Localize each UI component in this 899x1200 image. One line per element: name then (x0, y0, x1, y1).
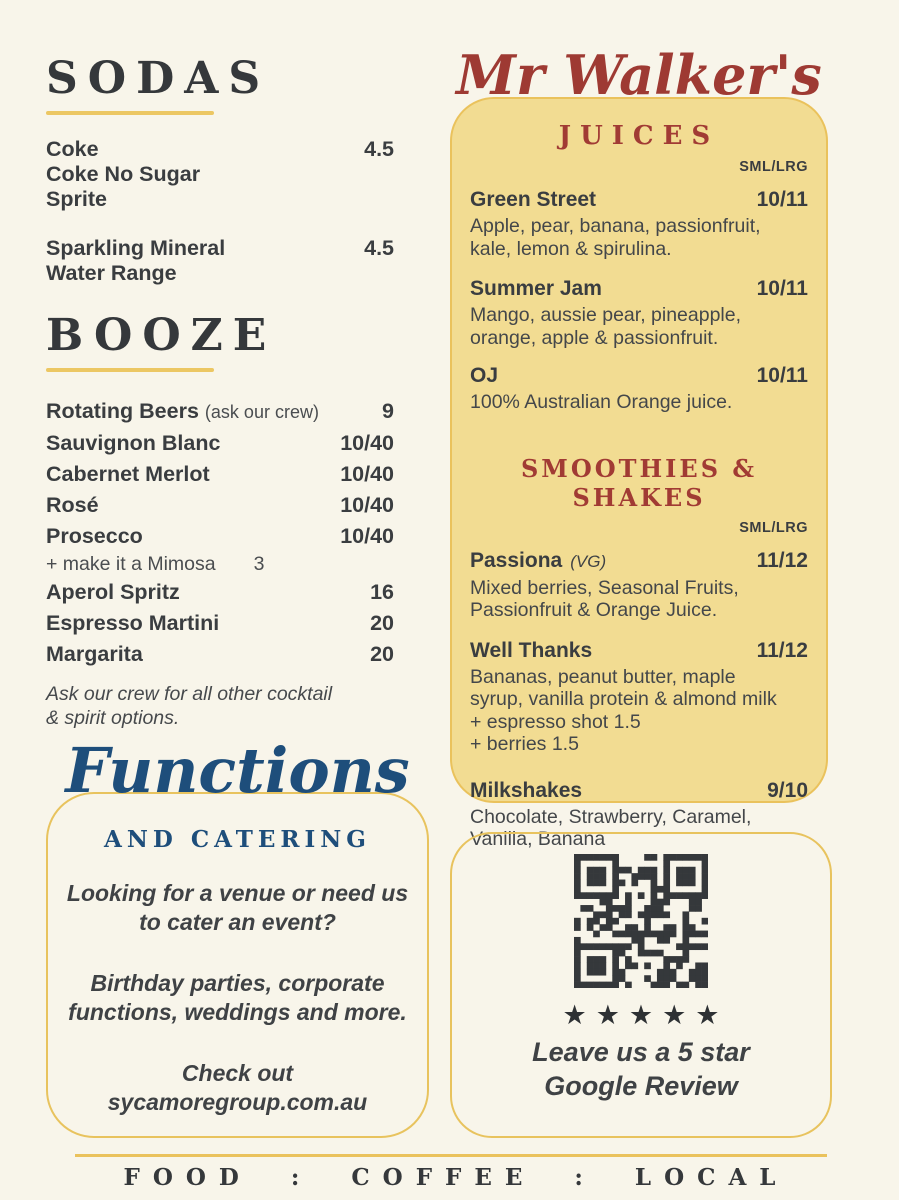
qr-code (574, 854, 708, 988)
item-price: 10/11 (756, 364, 808, 387)
caption-line: Google Review (544, 1071, 738, 1101)
vegan-tag: (VG) (570, 551, 607, 571)
item-description: 100% Australian Orange juice. (470, 391, 733, 413)
menu-item-margarita (46, 639, 394, 670)
item-price: 10/40 (340, 524, 394, 549)
menu-item-oj (470, 363, 808, 389)
item-price: 11/12 (756, 548, 808, 572)
item-price: 9 (382, 399, 394, 424)
menu-item-prosecco (46, 521, 394, 552)
item-name: Well Thanks (470, 638, 593, 662)
para-line: functions, weddings and more. (68, 999, 407, 1025)
juices-panel (450, 43, 828, 850)
item-price: 16 (370, 580, 394, 605)
item-line: Sparkling Mineral (46, 236, 226, 261)
item-description: Apple, pear, banana, passionfruit, kale, lemon & spirulina. (470, 215, 761, 260)
review-caption (452, 1035, 830, 1103)
functions-paragraph (48, 969, 427, 1027)
item-name: Sauvignon Blanc (46, 431, 221, 456)
item-name: Summer Jam (470, 277, 602, 300)
item-line: Water Range (46, 261, 177, 286)
addon-price: 3 (253, 553, 265, 576)
item-description: Mixed berries, Seasonal Fruits, Passionfruit & Orange Juice. (470, 576, 739, 621)
item-price: 11/12 (756, 638, 808, 662)
sodas-section (46, 55, 394, 286)
item-name: Passiona (470, 548, 563, 572)
sodas-underline (46, 111, 214, 115)
menu-item-cabernet-merlot (46, 459, 394, 490)
item-price: 10/11 (756, 188, 808, 211)
item-name: Espresso Martini (46, 611, 220, 636)
menu-item-green-street (470, 187, 808, 213)
star-rating-icon: ★★★★★ (562, 1000, 729, 1030)
footer-tagline: FOOD : COFFEE : LOCAL (123, 1164, 789, 1191)
size-header: SML/LRG (739, 519, 808, 536)
menu-item-rose (46, 490, 394, 521)
item-line: Coke No Sugar (46, 162, 201, 187)
addon-label: + make it a Mimosa (46, 553, 216, 576)
footnote-line: Ask our crew for all other cocktail (46, 683, 333, 706)
item-price: 20 (370, 642, 394, 667)
menu-item-soft-drinks (46, 137, 394, 212)
website-url: sycamoregroup.com.au (107, 1089, 368, 1115)
size-header: SML/LRG (739, 159, 808, 175)
menu-item-espresso-martini (46, 608, 394, 639)
item-description: Bananas, peanut butter, maple syrup, vanilla protein & almond milk + espresso shot 1.5 + berries 1.5 (470, 666, 808, 756)
item-name: OJ (470, 364, 499, 387)
functions-box (46, 734, 429, 1138)
menu-item-well-thanks (470, 638, 808, 664)
para-line: Check out (181, 1060, 294, 1086)
functions-website (48, 1059, 427, 1117)
item-price: 10/40 (340, 493, 394, 518)
item-price: 4.5 (364, 137, 394, 162)
booze-section (46, 312, 394, 730)
addon-line: + espresso shot 1.5 (470, 710, 641, 733)
caption-line: Leave us a 5 star (532, 1037, 750, 1067)
item-note: (ask our crew) (204, 402, 319, 423)
item-name: Aperol Spritz (46, 580, 180, 605)
item-name: Green Street (470, 188, 597, 211)
booze-underline (46, 368, 214, 372)
footnote-line: & spirit options. (46, 707, 180, 730)
booze-title: BOOZE (46, 310, 277, 361)
item-price: 10/40 (340, 431, 394, 456)
menu-item-sparkling-water (46, 236, 394, 286)
item-name: Milkshakes (470, 778, 583, 802)
para-line: Looking for a venue or need us (66, 880, 409, 906)
para-line: Birthday parties, corporate (90, 970, 385, 996)
item-name: Margarita (46, 642, 143, 667)
item-name: Prosecco (46, 524, 143, 549)
item-name: Rosé (46, 493, 99, 518)
juices-title: JUICES (558, 121, 720, 151)
item-line: Sprite (46, 187, 107, 212)
google-review-box (450, 832, 832, 1138)
item-price: 9/10 (767, 778, 808, 802)
item-price: 20 (370, 611, 394, 636)
mimosa-addon (46, 552, 394, 577)
menu-item-rotating-beers (46, 396, 394, 428)
functions-paragraph (48, 879, 427, 937)
smoothies-title: SMOOTHIES & SHAKES (520, 453, 758, 512)
functions-script-title: Functions (65, 734, 410, 807)
item-description: Chocolate, Strawberry, Caramel, Vanilla, Banana (470, 805, 752, 850)
item-price: 4.5 (364, 236, 394, 261)
booze-footnote (46, 682, 394, 730)
para-line: to cater an event? (139, 909, 336, 935)
brand-script-title: Mr Walker's (456, 43, 822, 107)
menu-item-summer-jam (470, 276, 808, 302)
functions-subtitle: AND CATERING (104, 826, 371, 853)
menu-item-aperol-spritz (46, 577, 394, 608)
footer-divider (75, 1154, 827, 1157)
menu-item-sauvignon-blanc (46, 428, 394, 459)
item-name: Cabernet Merlot (46, 462, 210, 487)
item-line: Coke (46, 137, 99, 162)
menu-item-milkshakes (470, 778, 808, 804)
item-price: 10/40 (340, 462, 394, 487)
sodas-title: SODAS (46, 53, 271, 104)
item-price: 10/11 (756, 277, 808, 300)
addon-line: + berries 1.5 (470, 733, 579, 755)
booze-list (46, 396, 394, 670)
menu-item-passiona (470, 548, 808, 575)
item-description: Mango, aussie pear, pineapple, orange, apple & passionfruit. (470, 304, 742, 349)
item-name: Rotating Beers (46, 399, 199, 424)
